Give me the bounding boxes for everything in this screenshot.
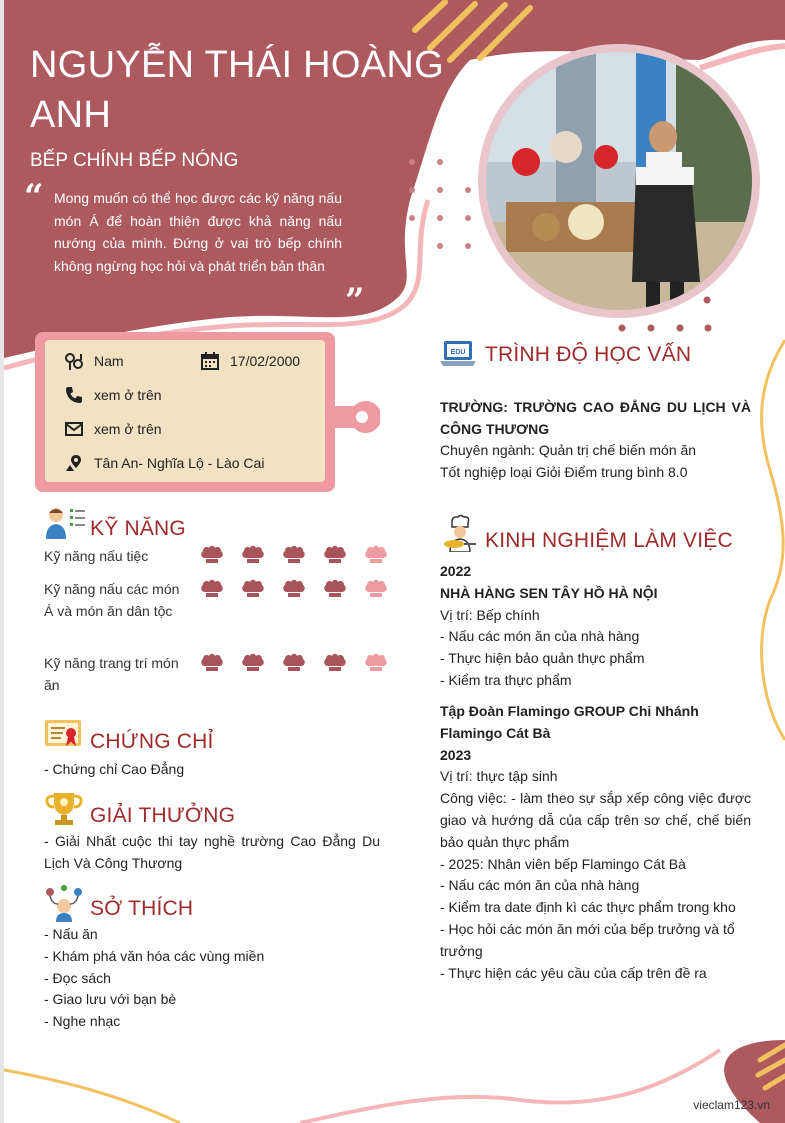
chef-hat-empty-icon — [364, 544, 388, 564]
skill-rating — [200, 544, 388, 564]
address-row — [64, 453, 264, 473]
job-line: Vị trí: thực tập sinh — [440, 768, 558, 785]
job-line: - Nấu các món ăn của nhà hàng — [440, 877, 640, 894]
hobby-item: - Nghe nhạc — [44, 1013, 121, 1030]
calendar-icon — [200, 351, 220, 371]
job-company: Tập Đoàn Flamingo GROUP Chi Nhánh Flamingo Cát Bà — [440, 703, 699, 741]
awards-heading: GIẢI THƯỞNG — [90, 804, 236, 827]
gender-icon — [64, 351, 84, 371]
open-quote-icon: “ — [24, 177, 44, 217]
skill-label: Kỹ năng nấu tiệc — [44, 548, 149, 564]
phone-icon — [64, 385, 84, 405]
chef-hat-empty-icon — [364, 652, 388, 672]
hobby-item: - Giao lưu với bạn bè — [44, 991, 177, 1008]
skill-label: Kỹ năng nấu các món Á và món ăn dân tộc — [44, 581, 180, 619]
skills-heading: KỸ NĂNG — [90, 517, 186, 540]
skill-rating — [200, 652, 388, 672]
education-graduation: Tốt nghiệp loại Giỏi Điểm trung bình 8.0 — [440, 464, 688, 480]
birthday-value: 17/02/2000 — [230, 353, 301, 369]
award-item: - Giải Nhất cuộc thi tay nghề trường Cao Đẳng Du Lịch Và Công Thương — [44, 833, 380, 871]
job-line: Công việc: - làm theo sự sắp xếp công việc được giao và hướng dẫ của cấp trên sơ chế, chế biến bảo quản thực phẩm — [440, 790, 751, 850]
footer-site: vieclam123.vn — [693, 1098, 770, 1112]
chef-hat-filled-icon — [282, 652, 306, 672]
edu-icon-label: EDU — [450, 349, 466, 356]
experience-heading: KINH NGHIỆM LÀM VIỆC — [485, 529, 733, 552]
job-entry — [440, 701, 751, 984]
email-row — [64, 419, 162, 439]
address-value: Tân An- Nghĩa Lộ - Lào Cai — [94, 455, 265, 471]
hobby-icon — [44, 884, 84, 922]
gender-value: Nam — [94, 353, 124, 369]
certificate-item: - Chứng chỉ Cao Đẳng — [44, 761, 185, 777]
avatar — [486, 52, 752, 310]
job-line: Vị trí: Bếp chính — [440, 606, 540, 623]
chef-hat-empty-icon — [364, 578, 388, 598]
laptop-icon — [440, 339, 476, 367]
chef-hat-filled-icon — [323, 578, 347, 598]
skill-rating — [200, 578, 388, 598]
card-handle-icon — [324, 396, 380, 438]
job-line: - Học hỏi các món ăn mới của bếp trưởng và tổ trưởng — [440, 920, 735, 959]
certificates-heading: CHỨNG CHỈ — [90, 730, 214, 753]
career-objective: Mong muốn có thể học được các kỹ năng nấu món Á để hoàn thiện được khả năng nấu nướng của mình. Đứng ở vai trò bếp chính không ngừng học hỏi và phát triển bản thân — [54, 190, 342, 274]
chef-hat-filled-icon — [200, 652, 224, 672]
education-heading: TRÌNH ĐỘ HỌC VẤN — [485, 343, 692, 366]
chef-hat-filled-icon — [323, 652, 347, 672]
certificate-icon — [44, 718, 82, 750]
hobby-item: - Đọc sách — [44, 969, 111, 986]
job-year: 2023 — [440, 746, 472, 763]
email-value: xem ở trên — [94, 421, 162, 437]
skill-label: Kỹ năng trang trí món ăn — [44, 655, 179, 693]
job-line: - Thực hiện các yêu cầu của cấp trên đề ra — [440, 964, 707, 981]
job-line: - Nấu các món ăn của nhà hàng — [440, 628, 640, 645]
close-quote-icon: ” — [345, 281, 365, 321]
job-line: - Thực hiện bảo quản thực phẩm — [440, 650, 645, 667]
phone-value: xem ở trên — [94, 387, 162, 403]
job-entry — [440, 561, 751, 692]
education-school: TRƯỜNG: TRƯỜNG CAO ĐẲNG DU LỊCH VÀ CÔNG THƯƠNG — [440, 399, 751, 437]
job-company: NHÀ HÀNG SEN TÂY HỒ HÀ NỘI — [440, 584, 658, 601]
hobby-item: - Khám phá văn hóa các vùng miền — [44, 947, 265, 964]
chef-hat-filled-icon — [323, 544, 347, 564]
hobby-item: - Nấu ăn — [44, 926, 98, 942]
mail-icon — [64, 419, 84, 439]
job-line: - Kiểm tra thực phẩm — [440, 671, 572, 688]
hobby-list — [44, 924, 264, 1033]
location-icon — [64, 453, 84, 473]
chef-icon — [440, 514, 480, 552]
skills-icon — [44, 505, 86, 539]
chef-hat-filled-icon — [200, 578, 224, 598]
chef-hat-filled-icon — [200, 544, 224, 564]
phone-row — [64, 385, 162, 405]
gender-row — [64, 351, 124, 371]
trophy-icon — [44, 791, 84, 827]
job-line: - Kiểm tra date định kì các thực phẩm trong kho — [440, 899, 736, 916]
chef-hat-filled-icon — [282, 578, 306, 598]
job-title: BẾP CHÍNH BẾP NÓNG — [30, 150, 239, 171]
chef-hat-filled-icon — [241, 652, 265, 672]
birthday-row — [200, 351, 300, 371]
hobbies-heading: SỞ THÍCH — [90, 897, 194, 920]
full-name: NGUYỄN THÁI HOÀNG ANH — [30, 44, 445, 136]
chef-hat-filled-icon — [282, 544, 306, 564]
job-line: - 2025: Nhân viên bếp Flamingo Cát Bà — [440, 855, 686, 872]
chef-hat-filled-icon — [241, 544, 265, 564]
education-major: Chuyên ngành: Quản trị chế biến món ăn — [440, 442, 697, 458]
chef-hat-filled-icon — [241, 578, 265, 598]
job-year: 2022 — [440, 563, 472, 579]
